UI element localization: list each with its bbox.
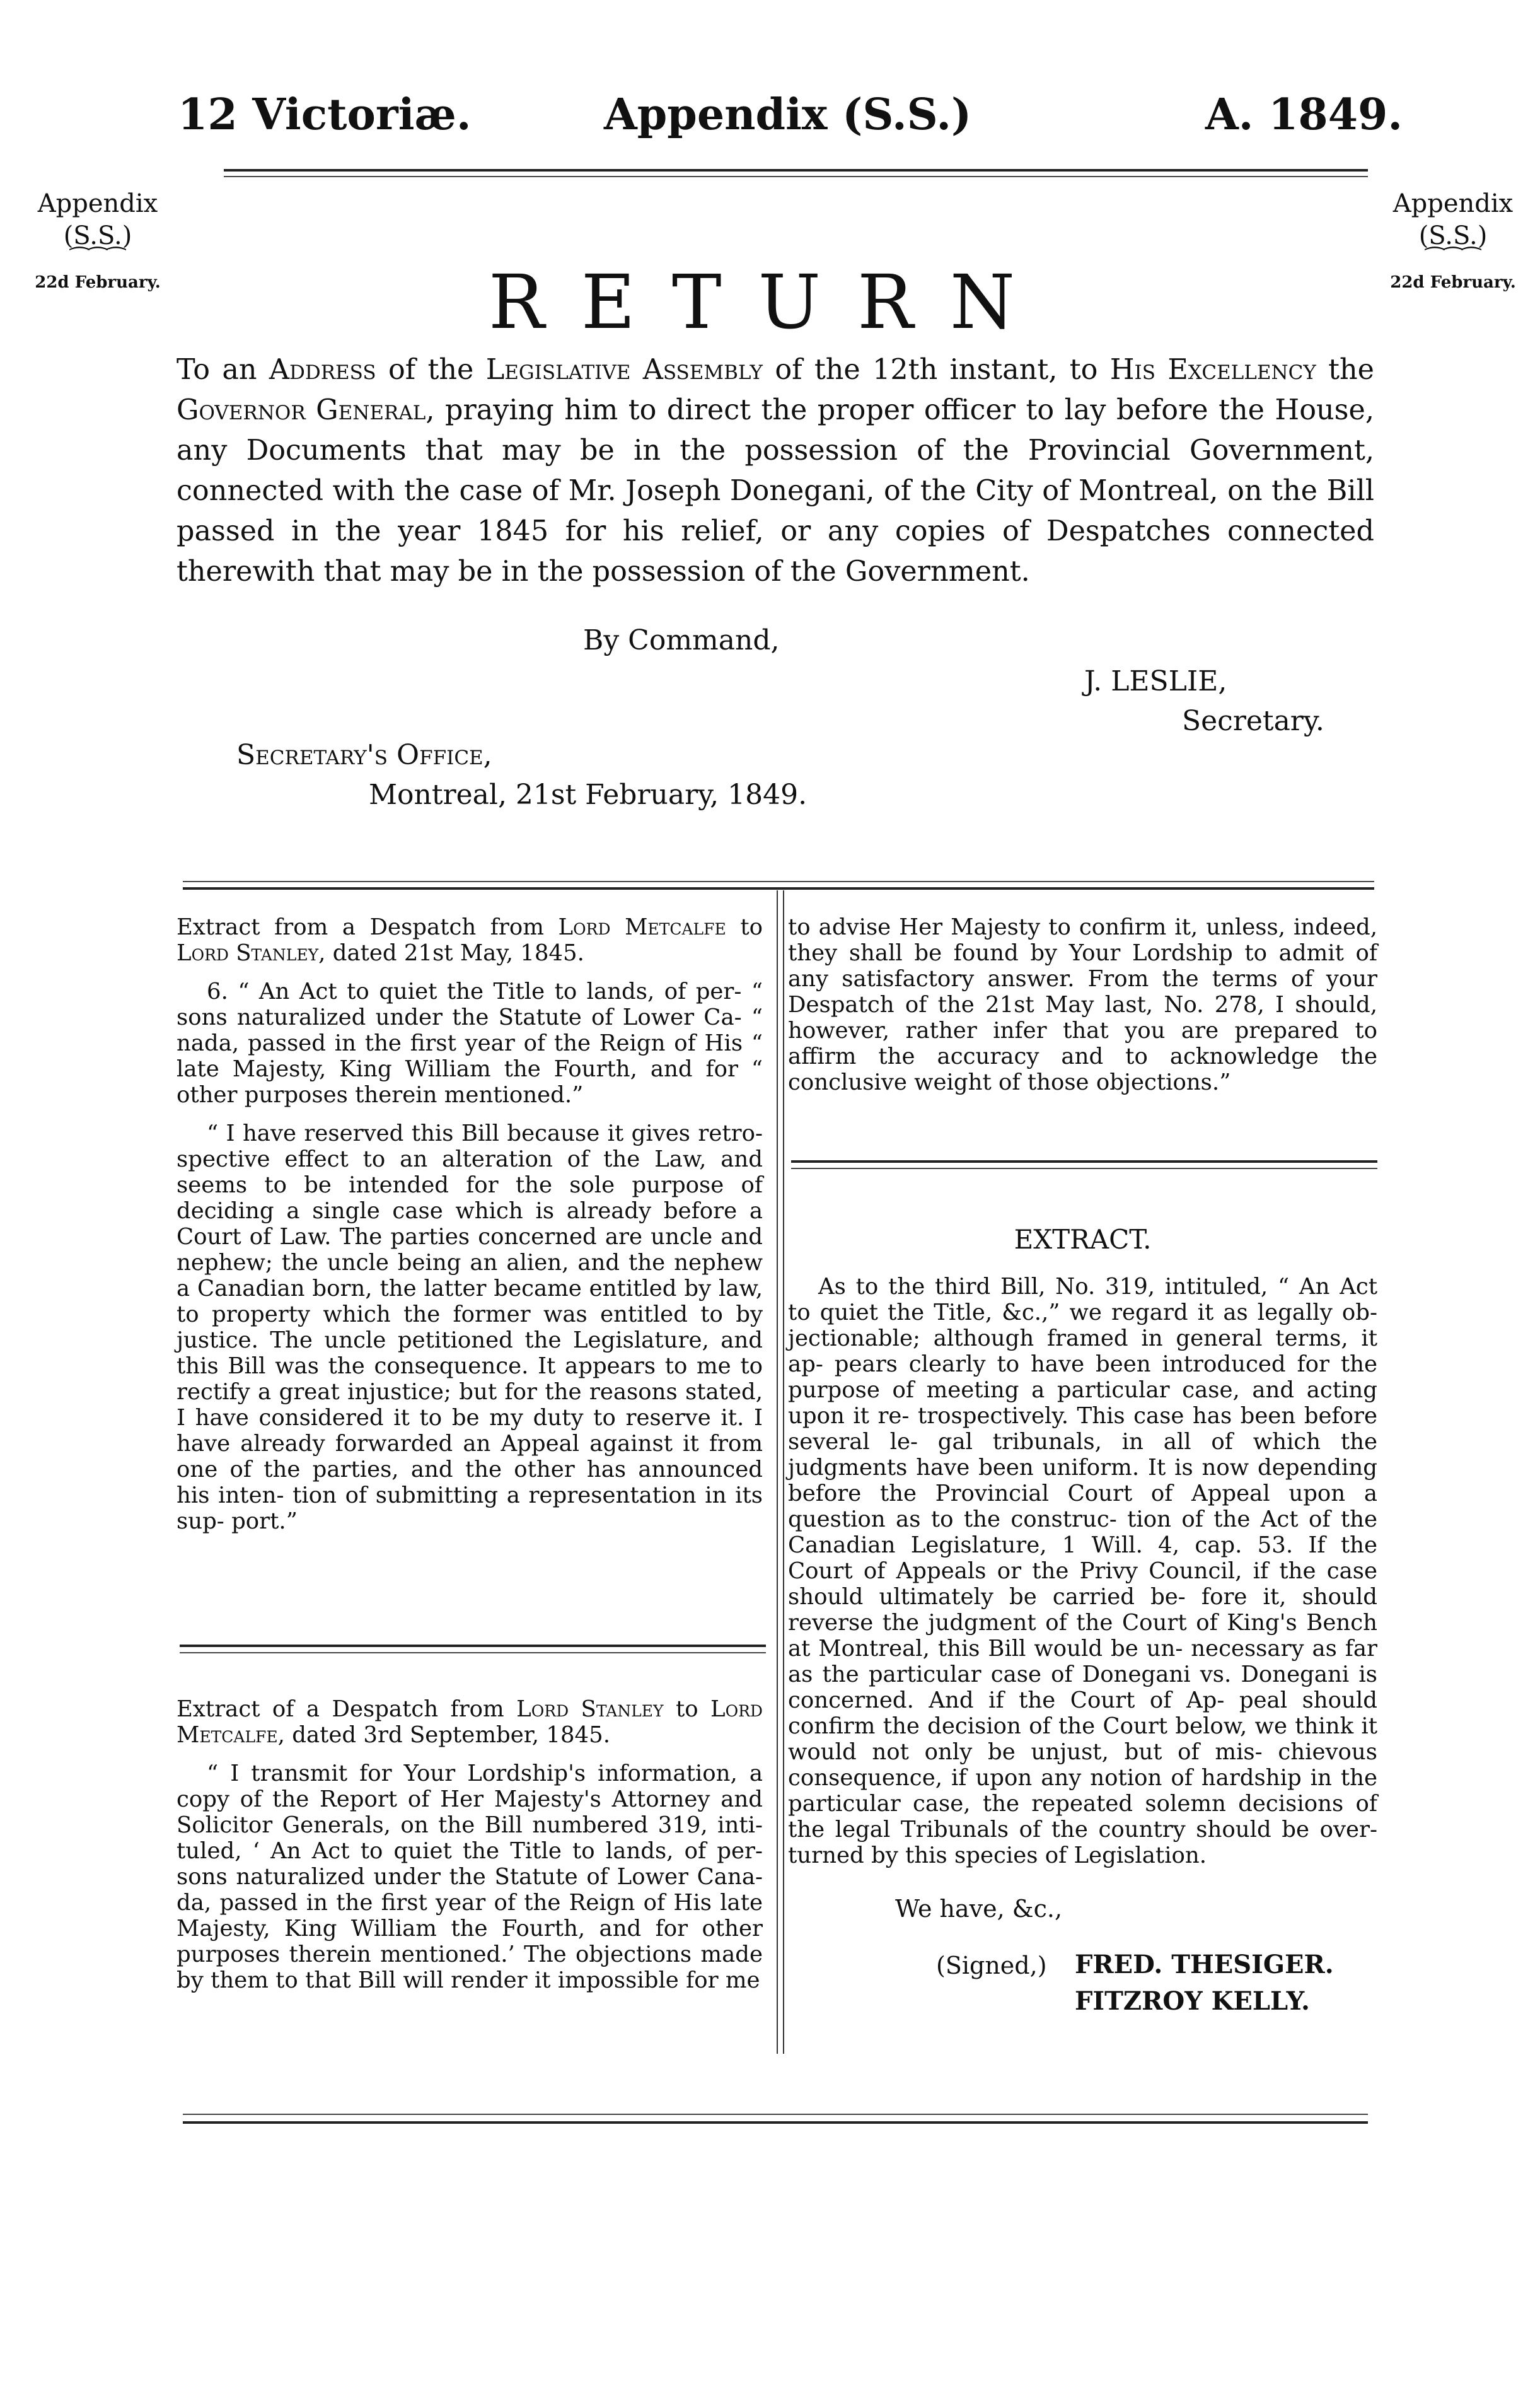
right-column bbox=[788, 914, 1377, 1095]
office-name: Secretary's Office, bbox=[236, 739, 492, 771]
left-mid-rule bbox=[180, 1652, 766, 1653]
left-mid-rule-thick bbox=[180, 1645, 766, 1647]
swash-ornament-icon: ⁀⁀⁀ bbox=[70, 247, 125, 274]
left-column-lower bbox=[177, 1696, 763, 1993]
header-rule bbox=[224, 169, 1368, 172]
right-mid-rule bbox=[791, 1168, 1377, 1169]
margin-note-line2: (S.S.) bbox=[1418, 221, 1488, 251]
margin-note-line2: (S.S.) bbox=[63, 221, 132, 251]
column-divider-inner bbox=[783, 890, 784, 2054]
intro-address: Address bbox=[269, 354, 376, 386]
intro-the: the bbox=[1328, 354, 1375, 386]
extract-heading: EXTRACT. bbox=[1014, 1224, 1152, 1255]
document-title: RETURN bbox=[488, 259, 1052, 346]
header-center: Appendix (S.S.) bbox=[604, 90, 972, 140]
intro-rest: praying him to direct the proper officer to lay before the House, any Documents that may be in the possession of the Provincial Government, connected with the case of Mr. Joseph Donegani, of the City of Montreal, on the Bill passed in the year 1845 for his relief, or any copies of Despatches connected therewith that may be in the possession of the Government. bbox=[177, 394, 1374, 588]
signatory-role: Secretary. bbox=[1182, 705, 1324, 737]
footer-rule bbox=[183, 2114, 1368, 2115]
office-place-date: Montreal, 21st February, 1849. bbox=[369, 779, 808, 811]
signer-2: FITZROY KELLY. bbox=[1075, 1986, 1310, 2016]
extract2-heading: Extract of a Despatch from Lord Stanley to Lord Metcalfe, dated 3rd September, 1845. bbox=[177, 1696, 763, 1748]
column-divider bbox=[777, 890, 778, 2054]
margin-note-date: 22d February. bbox=[35, 272, 161, 292]
margin-note-line1: Appendix bbox=[37, 189, 158, 218]
intro-of-the: of the bbox=[388, 354, 474, 386]
signer-1: FRED. THESIGER. bbox=[1075, 1950, 1334, 1979]
header-left: 12 Victoriæ. bbox=[178, 90, 472, 140]
extract1-para1: 6. “ An Act to quiet the Title to lands, of per- “ sons naturalized under the Statute of Lower Ca- “ nada, passed in the first year of the Reign of His “ late Majesty, King William the Fourth, and for “ other purposes therein mentioned.” bbox=[177, 979, 763, 1108]
intro-to: To an bbox=[177, 354, 257, 386]
by-command: By Command, bbox=[583, 624, 780, 656]
swash-ornament-icon: ⁀⁀⁀ bbox=[1425, 247, 1481, 274]
intro-governor: Governor General, bbox=[177, 394, 435, 426]
section-rule-thick bbox=[183, 887, 1374, 890]
margin-note-line1: Appendix bbox=[1392, 189, 1514, 218]
extract1-heading: Extract from a Despatch from Lord Metcalfe to Lord Stanley, dated 21st May, 1845. bbox=[177, 914, 763, 966]
extract-body: As to the third Bill, No. 319, intituled, “ An Act to quiet the Title, &c.,” we regard it as legally ob- jectionable; although framed in general terms, it ap- pears clearly to have been introduced for the purpose of meeting a particular case, and acting upon it re- trospectively. This case has been before several le- gal tribunals, in all of which the judgments have been uniform. It is now depending before the Provincial Court of Appeal upon a question as to the construc- tion of the Act of the Canadian Legislature, 1 Will. 4, cap. 53. If the Court of Appeals or the Privy Council, if the case should ultimately be carried be- fore it, should reverse the judgment of the Court of King's Bench at Montreal, this Bill would be un- necessary as far as the particular case of Donegani vs. Donegani is concerned. And if the Court of Ap- peal should confirm the decision of the Court below, we think it would not only be unjust, but of mis- chievous consequence, if upon any notion of hardship in the particular case, the repeated solemn decisions of the legal Tribunals of the country should be over- turned by this species of Legislation. bbox=[788, 1274, 1377, 1868]
section-rule bbox=[183, 881, 1374, 882]
we-have: We have, &c., bbox=[895, 1895, 1063, 1923]
right-mid-rule-thick bbox=[791, 1160, 1377, 1163]
header-right: A. 1849. bbox=[1205, 90, 1403, 140]
despatch-continuation: to advise Her Majesty to confirm it, unless, indeed, they shall be found by Your Lordship to admit of any satisfactory answer. From the terms of your Despatch of the 21st May last, No. 278, I should, however, rather infer that you are prepared to affirm the accuracy and to acknowledge the conclusive weight of those objections.” bbox=[788, 914, 1377, 1095]
extract2-para1: “ I transmit for Your Lordship's information, a copy of the Report of Her Majesty's Attorney and Solicitor Generals, on the Bill numbered 319, inti- tuled, ‘ An Act to quiet the Title to lands, of per- sons naturalized under the Statute of Lower Cana- da, passed in the first year of the Reign of His late Majesty, King William the Fourth, and for other purposes therein mentioned.’ The objections made by them to that Bill will render it impossible for me bbox=[177, 1761, 763, 1993]
intro-assembly: Legislative Assembly bbox=[485, 354, 763, 386]
intro-excellency: His Excellency bbox=[1109, 354, 1316, 386]
left-column bbox=[177, 914, 763, 1534]
intro-paragraph bbox=[177, 350, 1374, 592]
intro-instant: of the 12th instant, to bbox=[775, 354, 1098, 386]
header-rule-thin bbox=[224, 176, 1368, 177]
signed-label: (Signed,) bbox=[936, 1952, 1047, 1979]
signatory-name: J. LESLIE, bbox=[1084, 665, 1227, 697]
margin-note-date: 22d February. bbox=[1390, 272, 1516, 292]
right-column-lower bbox=[788, 1274, 1377, 1868]
extract1-para2: “ I have reserved this Bill because it gives retro- spective effect to an alteration of the Law, and seems to be intended for the sole purpose of deciding a single case which is already before a Court of Law. The parties concerned are uncle and nephew; the uncle being an alien, and the nephew a Canadian born, the latter became entitled by law, to property which the former was entitled to by justice. The uncle petitioned the Legislature, and this Bill was the consequence. It appears to me to rectify a great injustice; but for the reasons stated, I have considered it to be my duty to reserve it. I have already forwarded an Appeal against it from one of the parties, and the other has announced his inten- tion of submitting a representation in its sup- port.” bbox=[177, 1121, 763, 1534]
footer-rule-thick bbox=[183, 2121, 1368, 2124]
